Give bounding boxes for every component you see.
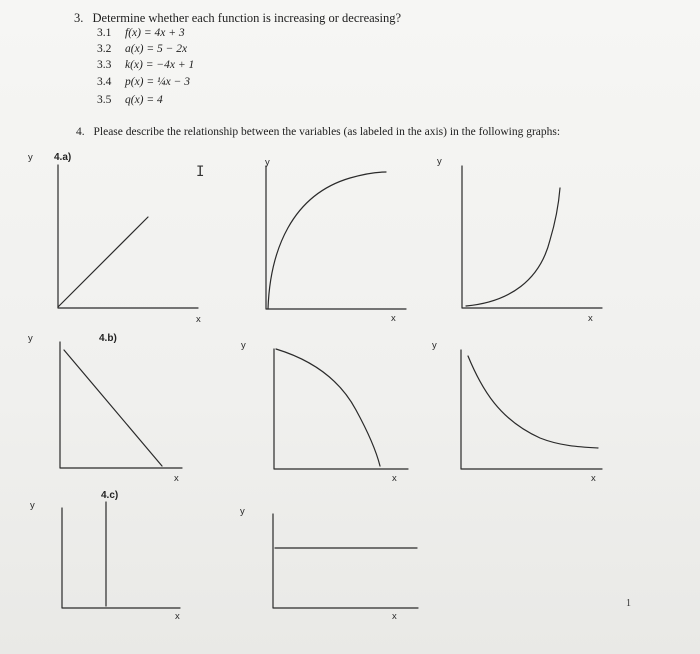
graph-4c-1-x-label: x [175, 611, 180, 622]
graph-4a-1-y-label: y [28, 152, 33, 163]
graph-4b-3-x-label: x [591, 473, 596, 484]
graph-4b-2 [274, 349, 408, 469]
graph-4b-1-y-label: y [28, 333, 33, 344]
question-4-number: 4. [76, 126, 85, 138]
graph-4b-1-curve [64, 350, 162, 466]
part-4c-label: 4.c) [101, 490, 119, 501]
graph-4a-2-curve [268, 172, 386, 309]
item-3-4: 3.4 p(x) = ¼x − 3 [97, 76, 191, 88]
item-3-5: 3.5 q(x) = 4 [97, 94, 163, 106]
item-3-3: 3.3 k(x) = −4x + 1 [97, 59, 195, 71]
graph-4b-2-axes [274, 349, 408, 469]
graph-4a-3-axes [462, 166, 602, 308]
graph-4c-2-axes [273, 514, 418, 608]
graph-4a-2-x-label: x [391, 313, 396, 324]
graph-4a-2 [266, 166, 406, 309]
graph-4a-1-x-label: x [196, 314, 201, 325]
text-cursor-icon: I [196, 164, 205, 180]
graph-4c-2-y-label: y [240, 506, 245, 517]
graph-4b-3-axes [461, 350, 602, 469]
graph-4b-1 [60, 342, 182, 468]
graph-4a-3-y-label: y [437, 156, 442, 167]
graph-4a-3-curve [466, 188, 560, 306]
question-3-number: 3. [74, 11, 84, 25]
item-3-2: 3.2 a(x) = 5 − 2x [97, 43, 188, 55]
graph-4a-1 [58, 165, 198, 308]
question-4-prompt: Please describe the relationship between the variables (as labeled in the axis) in the following graphs: [93, 126, 561, 138]
graph-4c-2-x-label: x [392, 611, 397, 622]
graph-4b-2-curve [276, 349, 380, 466]
graph-4c-2 [273, 514, 418, 608]
graph-4a-2-y-label: y [265, 157, 270, 168]
graph-4b-3 [461, 350, 602, 469]
graph-4b-2-x-label: x [392, 473, 397, 484]
graph-4b-3-curve [468, 356, 598, 448]
graph-4b-1-axes [60, 342, 182, 468]
graph-4a-3 [462, 166, 602, 308]
graph-4b-3-y-label: y [432, 340, 437, 351]
page-number: 1 [626, 598, 631, 609]
graph-4a-3-x-label: x [588, 313, 593, 324]
part-4a-label: 4.a) [54, 152, 72, 163]
part-4b-label: 4.b) [99, 333, 117, 344]
graph-4a-2-axes [266, 166, 406, 309]
question-3-prompt: Determine whether each function is increasing or decreasing? [92, 11, 402, 25]
graph-4a-1-curve [58, 217, 148, 307]
graph-4c-1-y-label: y [30, 500, 35, 511]
graph-4c-1-axes [62, 508, 180, 608]
item-3-1: 3.1 f(x) = 4x + 3 [97, 27, 185, 39]
graph-4c-1 [62, 502, 180, 608]
graph-4b-2-y-label: y [241, 340, 246, 351]
graph-4b-1-x-label: x [174, 473, 179, 484]
